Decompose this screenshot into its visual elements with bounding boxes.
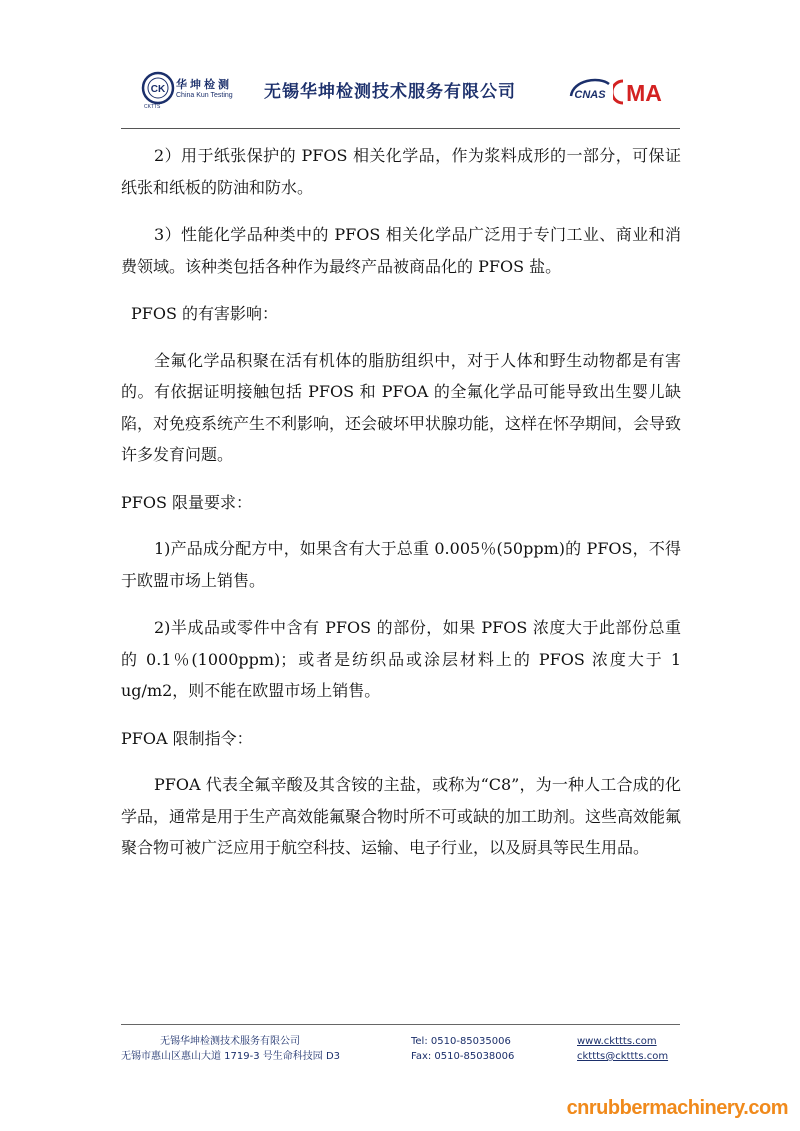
company-logo-icon [141,71,175,105]
footer-tel: Tel: 0510-85035006 [411,1036,511,1047]
logo-sub-label: CKTTS [144,104,161,110]
company-name: 无锡华坤检测技术服务有限公司 [264,82,516,102]
logo-english-name: China Kun Testing [176,92,233,99]
heading-pfos-harm: PFOS 的有害影响： [131,304,279,323]
cma-mark-icon [613,78,663,106]
footer-divider [121,1024,680,1025]
cnas-text: CNAS [574,89,606,101]
footer-fax: Fax: 0510-85038006 [411,1051,515,1062]
footer-address: 无锡市惠山区惠山大道 1719-3 号生命科技园 D3 [121,1051,341,1062]
footer-company: 无锡华坤检测技术服务有限公司 [160,1036,300,1047]
header-divider [121,128,680,129]
document-body [121,140,681,880]
footer-email-link[interactable]: ckttts@ckttts.com [577,1051,669,1062]
paragraph-limit-2: 2)半成品或零件中含有 PFOS 的部份，如果 PFOS 浓度大于此部份总重的 0.1％(1000ppm)；或者是纺织品或涂层材料上的 PFOS 浓度大于 1 ug/m2，则不能在欧盟市场上销售。 [121,618,681,700]
logo-initials: CK [150,84,166,95]
site-watermark: cnrubbermachinery.com [566,1097,788,1119]
heading-pfos-limits: PFOS 限量要求： [121,492,253,512]
paragraph-paper-protection: 2）用于纸张保护的 PFOS 相关化学品，作为浆料成形的一部分，可保证纸张和纸板的防油和防水。 [121,146,681,197]
paragraph-performance-chemicals: 3）性能化学品种类中的 PFOS 相关化学品广泛用于专门工业、商业和消费领域。该种类包括各种作为最终产品被商品化的 PFOS 盐。 [121,225,681,276]
heading-pfoa-directive: PFOA 限制指令： [121,728,253,748]
logo-chinese-name: 华坤检测 [176,78,232,91]
cma-text: MA [626,80,662,106]
paragraph-pfos-harm: 全氟化学品积聚在活有机体的脂肪组织中，对于人体和野生动物都是有害的。有依据证明接触包括 PFOS 和 PFOA 的全氟化学品可能导致出生婴儿缺陷，对免疫系统产生不利影响，还会破坏甲状腺功能，这样在怀孕期间，会导致许多发育问题。 [121,350,682,464]
cnas-mark-icon [565,74,615,108]
paragraph-limit-1: 1)产品成分配方中，如果含有大于总重 0.005％(50ppm)的 PFOS，不得于欧盟市场上销售。 [121,539,681,590]
footer-website-link[interactable]: www.ckttts.com [577,1036,657,1047]
letterhead [0,0,800,130]
paragraph-pfoa: PFOA 代表全氟辛酸及其含铵的主盐，或称为“C8”，为一种人工合成的化学品，通常是用于生产高效能氟聚合物时所不可或缺的加工助剂。这些高效能氟聚合物可被广泛应用于航空科技、运输、电子行业，以及厨具等民生用品。 [121,775,682,857]
